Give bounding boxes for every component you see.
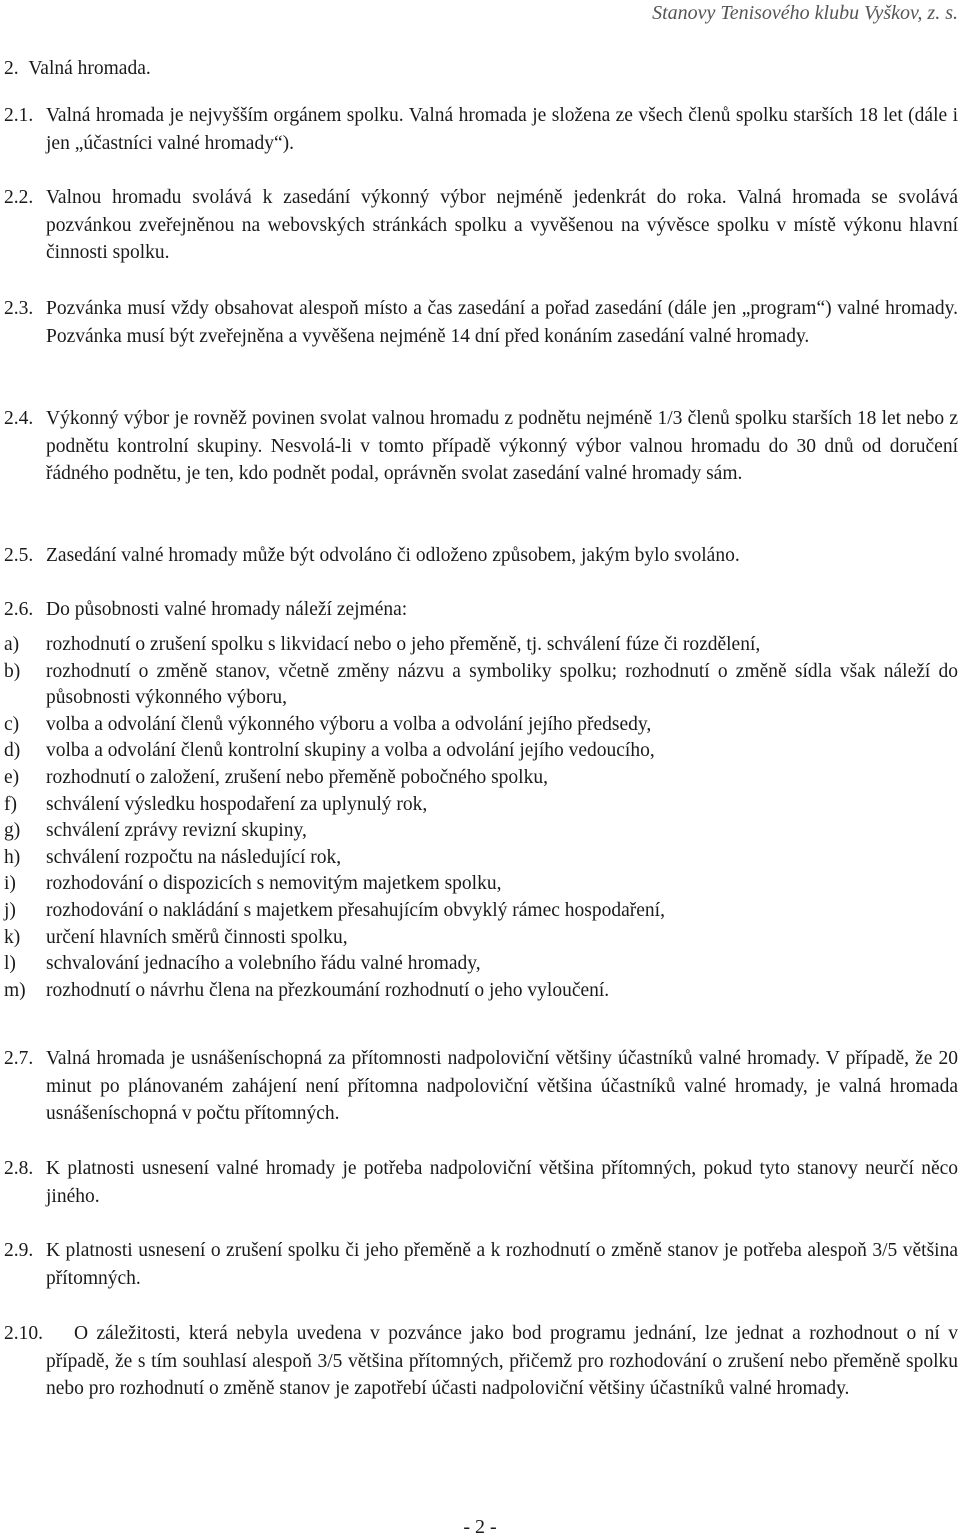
list-item-text: rozhodnutí o založení, zrušení nebo přeměně pobočného spolku, [46, 766, 548, 788]
list-item-text: rozhodování o dispozicích s nemovitým majetkem spolku, [46, 873, 502, 895]
list-marker: g) [4, 820, 21, 842]
list-marker: i) [4, 873, 16, 895]
list-item [4, 898, 958, 925]
list-item [4, 738, 958, 765]
list-marker: j) [4, 899, 16, 921]
list-marker: e) [4, 766, 20, 788]
list-marker: c) [4, 713, 20, 735]
section-heading [4, 58, 151, 80]
list-item-text: volba a odvolání členů kontrolní skupiny a volba a odvolání jejího vedoucího, [46, 740, 655, 762]
list-item [4, 818, 958, 845]
paragraph-text: K platnosti usnesení valné hromady je potřeba nadpoloviční většina přítomných, pokud tyto stanovy neurčí něco jiného. [46, 1158, 958, 1207]
list-item [4, 951, 958, 978]
list-item-text: rozhodnutí o zrušení spolku s likvidací nebo o jeho přeměně, tj. schválení fúze či rozdělení, [46, 634, 761, 655]
document-header: Stanovy Tenisového klubu Vyškov, z. s. [652, 2, 958, 24]
paragraph-number: 2.7. [4, 1048, 34, 1069]
paragraph-number: 2.6. [4, 599, 34, 620]
list-item [4, 765, 958, 792]
list-item [4, 925, 958, 952]
paragraph-text: Pozvánka musí vždy obsahovat alespoň místo a čas zasedání a pořad zasedání (dále jen „program“) valné hromady. Pozvánka musí být zveřejněna a vyvěšena nejméně 14 dní před konáním zasedání valné hromady. [46, 298, 958, 347]
list-item-text: určení hlavních směrů činnosti spolku, [46, 926, 348, 948]
paragraph-text: Valná hromada je usnášeníschopná za přítomnosti nadpoloviční většiny účastníků valné hromady. V případě, že 20 minut po plánovaném zahájení není přítomna nadpoloviční většina účastníků valné hromady, je valná hromada usnášeníschopná v počtu přítomných. [46, 1048, 958, 1124]
section-title: Valná hromada. [28, 58, 151, 79]
list-item-text: schválení rozpočtu na následující rok, [46, 846, 342, 868]
paragraph-2-2 [4, 184, 958, 267]
paragraph-text: Valná hromada je nejvyšším orgánem spolku. Valná hromada je složena ze všech členů spolku starších 18 let (dále i jen „účastníci valné hromady“). [46, 105, 958, 154]
paragraph-2-1 [4, 102, 958, 157]
list-item-text: schválení zprávy revizní skupiny, [46, 820, 307, 842]
paragraph-number: 2.4. [4, 408, 34, 429]
competence-list [4, 632, 958, 1004]
paragraph-2-6 [4, 596, 958, 624]
list-item [4, 659, 958, 712]
page-number: - 2 - [463, 1516, 497, 1538]
paragraph-text: O záležitosti, která nebyla uvedena v pozvánce jako bod programu jednání, lze jednat a rozhodnout o ní v případě, že s tím souhlasí alespoň 3/5 většina přítomných, přičemž pro rozhodování o zrušení nebo přeměně spolku nebo pro rozhodnutí o změně stanov je zapotřebí účasti nadpoloviční většiny účastníků valné hromady. [46, 1323, 958, 1399]
paragraph-2-7 [4, 1045, 958, 1128]
paragraph-2-4 [4, 405, 958, 488]
list-item-text: rozhodování o nakládání s majetkem přesahujícím obvyklý rámec hospodaření, [46, 899, 665, 921]
paragraph-number: 2.2. [4, 187, 34, 208]
list-marker: k) [4, 926, 21, 948]
paragraph-2-9 [4, 1237, 958, 1292]
paragraph-text: Valnou hromadu svolává k zasedání výkonný výbor nejméně jedenkrát do roka. Valná hromada se svolává pozvánkou zveřejněnou na webovských stránkách spolku a vyvěšenou na vývěsce spolku v místě výkonu hlavní činnosti spolku. [46, 187, 958, 263]
list-item-text: schvalování jednacího a volebního řádu valné hromady, [46, 953, 481, 975]
list-marker: h) [4, 846, 21, 868]
paragraph-2-8 [4, 1155, 958, 1210]
paragraph-number: 2.1. [4, 105, 34, 126]
paragraph-number: 2.3. [4, 298, 34, 319]
list-item [4, 978, 958, 1005]
list-marker: a) [4, 634, 20, 655]
paragraph-2-3 [4, 295, 958, 350]
list-marker: d) [4, 740, 21, 762]
list-item-text: rozhodnutí o návrhu člena na přezkoumání rozhodnutí o jeho vyloučení. [46, 979, 610, 1001]
paragraph-text: K platnosti usnesení o zrušení spolku či jeho přeměně a k rozhodnutí o změně stanov je potřeba alespoň 3/5 většina přítomných. [46, 1240, 958, 1289]
list-item [4, 632, 958, 659]
list-item [4, 712, 958, 739]
paragraph-number: 2.9. [4, 1240, 34, 1261]
list-item-text: schválení výsledku hospodaření za uplynulý rok, [46, 793, 428, 815]
paragraph-2-10 [4, 1320, 958, 1403]
paragraph-2-5 [4, 542, 958, 570]
list-marker: l) [4, 953, 16, 975]
paragraph-text: Zasedání valné hromady může být odvoláno či odloženo způsobem, jakým bylo svoláno. [46, 545, 740, 566]
paragraph-text: Do působnosti valné hromady náleží zejména: [46, 599, 408, 620]
list-marker: f) [4, 793, 17, 815]
paragraph-text: Výkonný výbor je rovněž povinen svolat valnou hromadu z podnětu nejméně 1/3 členů spolku starších 18 let nebo z podnětu kontrolní skupiny. Nesvolá-li v tomto případě výkonný výbor valnou hromadu do 30 dnů od doručení řádného podnětu, je ten, kdo podnět podal, oprávněn svolat zasedání valné hromady sám. [46, 408, 958, 484]
list-item-text: volba a odvolání členů výkonného výboru a volba a odvolání jejího předsedy, [46, 713, 652, 735]
list-item [4, 845, 958, 872]
list-marker: b) [4, 660, 21, 682]
list-item-text: rozhodnutí o změně stanov, včetně změny názvu a symboliky spolku; rozhodnutí o změně sídla však náleží do působnosti výkonného výboru, [46, 660, 958, 709]
section-number: 2. [4, 58, 19, 79]
paragraph-number: 2.10. [4, 1323, 43, 1344]
list-marker: m) [4, 979, 26, 1001]
list-item [4, 792, 958, 819]
paragraph-number: 2.8. [4, 1158, 34, 1179]
list-item [4, 871, 958, 898]
paragraph-number: 2.5. [4, 545, 34, 566]
